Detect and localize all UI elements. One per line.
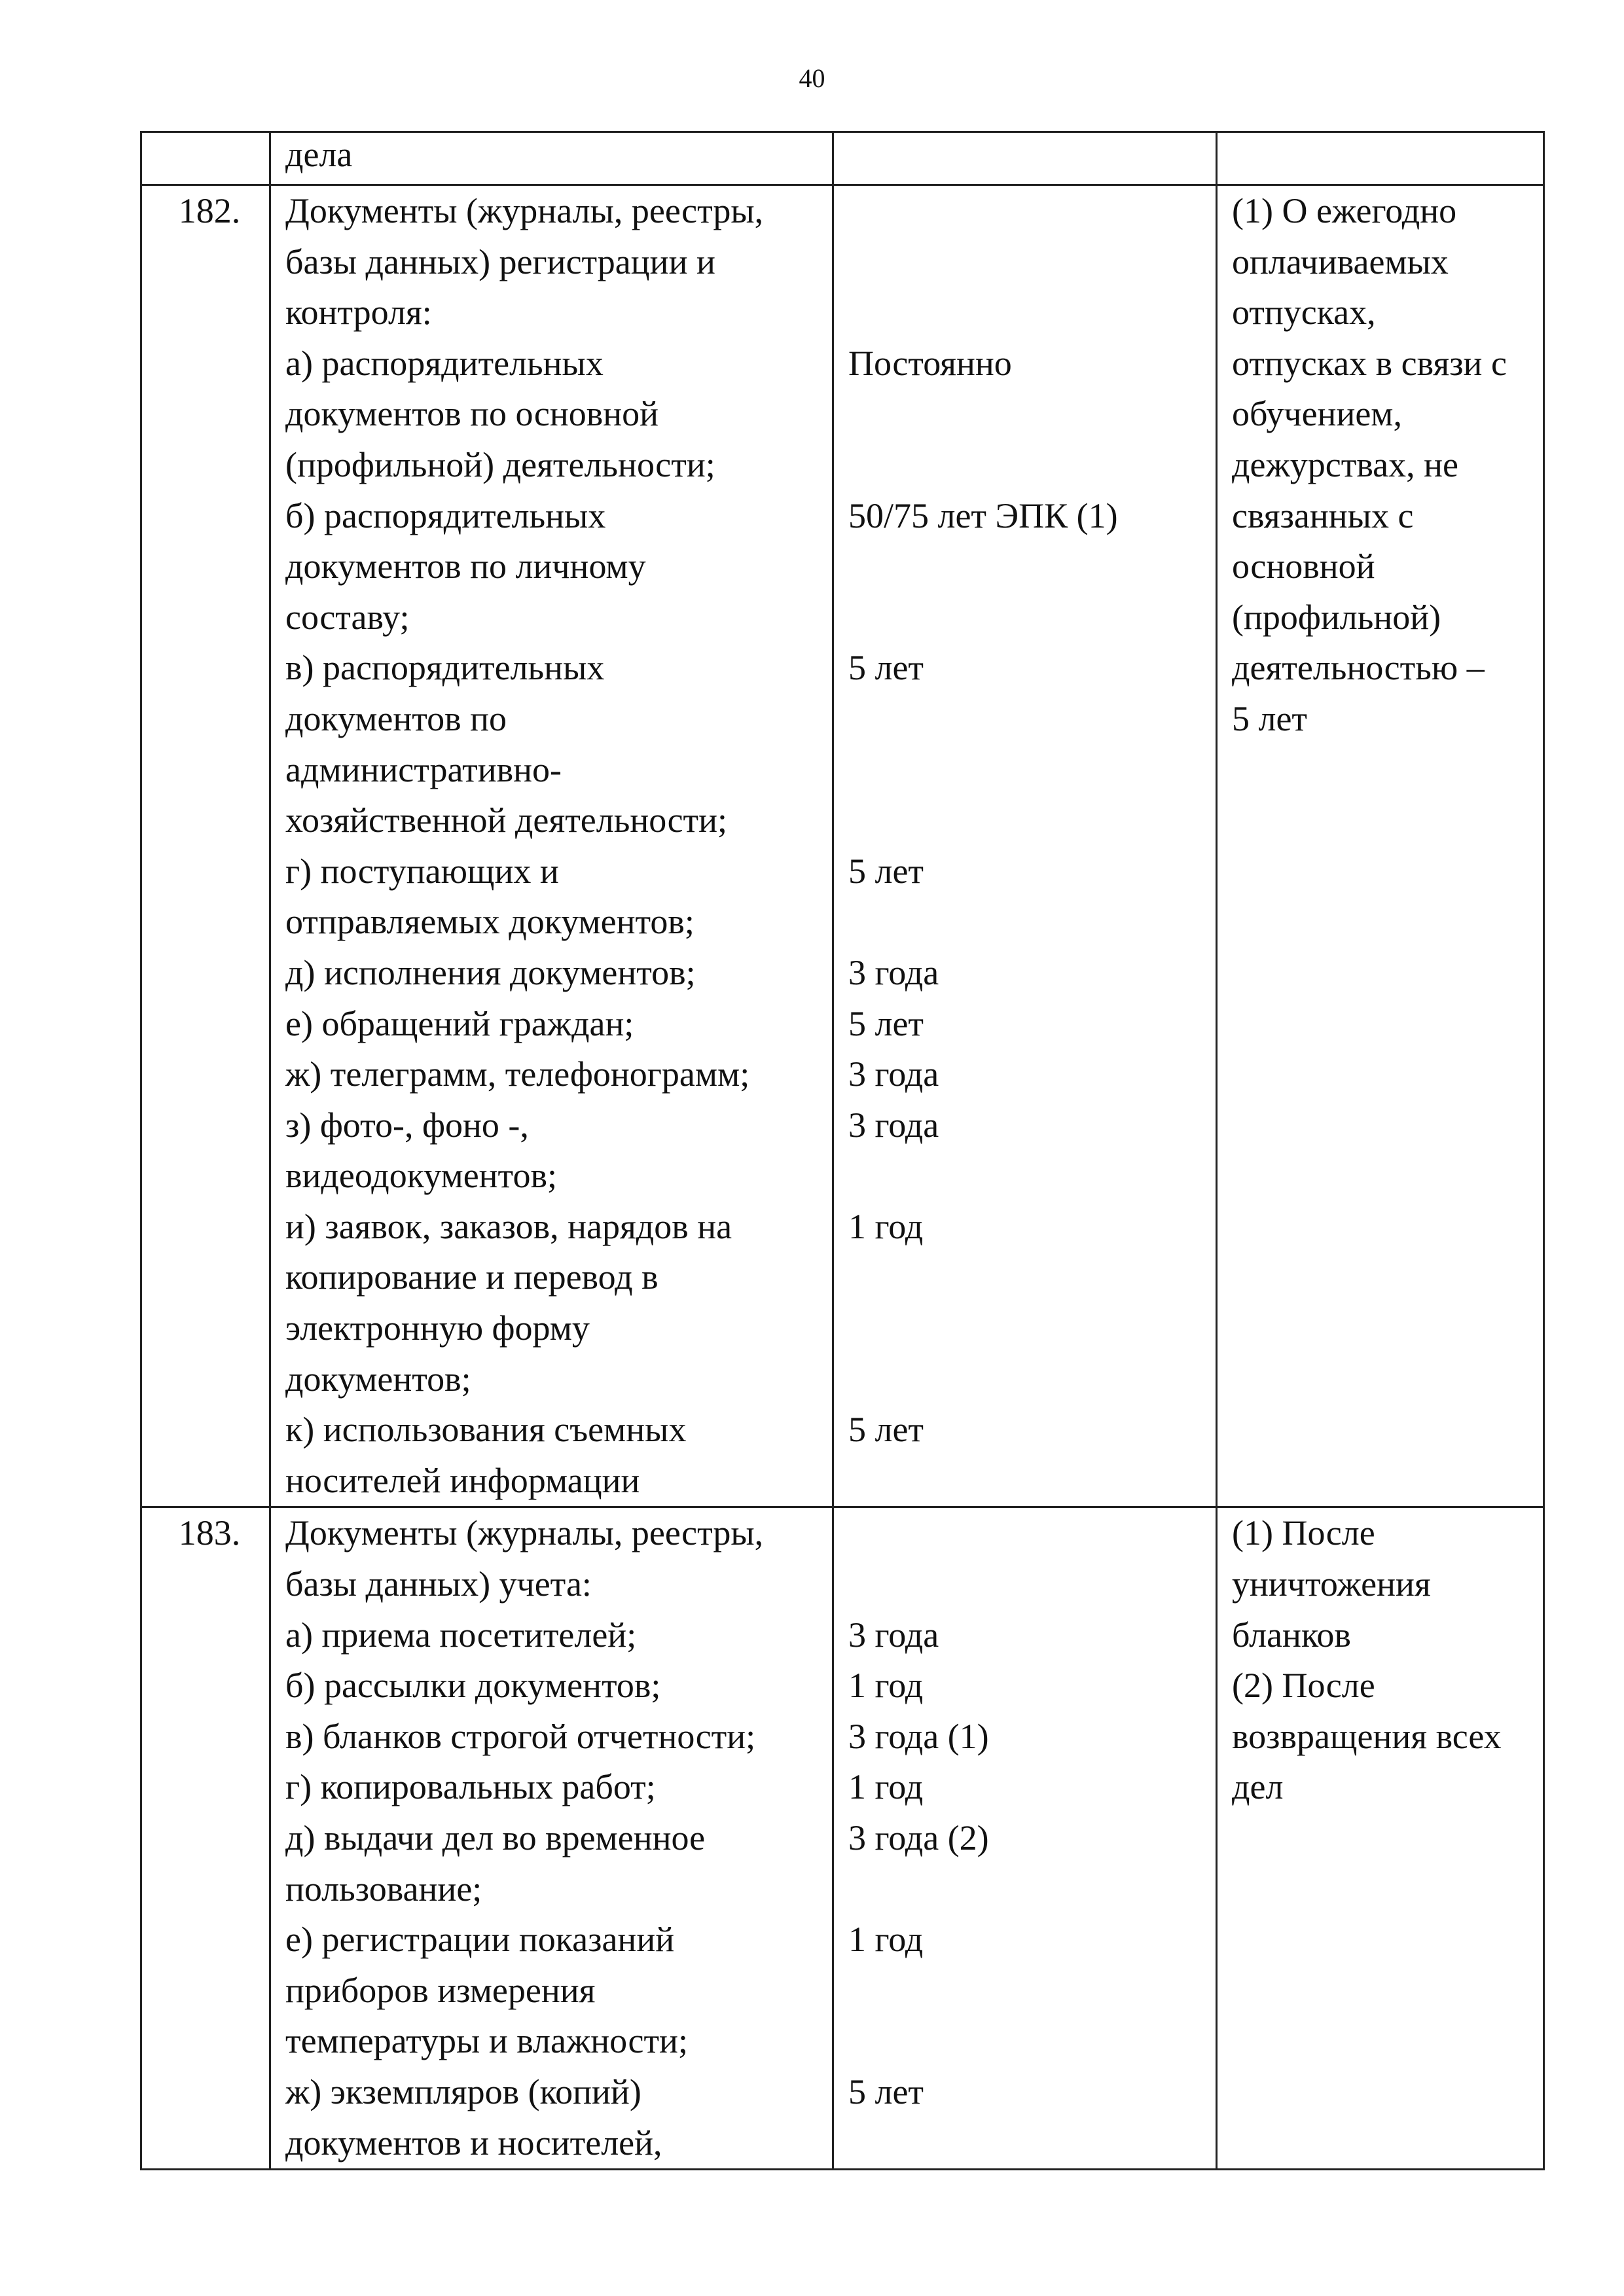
note-line: бланков xyxy=(1232,1615,1351,1655)
note-line: отпусках в связи с xyxy=(1232,343,1507,383)
document-item-line: и) заявок, заказов, нарядов на xyxy=(285,1206,732,1246)
retention-term: 3 года xyxy=(848,1054,939,1094)
note-line: основной xyxy=(1232,547,1375,586)
document-item-line: (профильной) деятельности; xyxy=(285,444,715,484)
retention-term: 5 лет xyxy=(848,1003,924,1043)
article-row xyxy=(141,185,1544,1507)
document-item-line: пользование; xyxy=(285,1869,482,1909)
note-line: дел xyxy=(1232,1767,1284,1807)
term-spacer xyxy=(848,897,1209,948)
document-item-line: б) распорядительных xyxy=(285,495,606,535)
term-spacer xyxy=(848,2118,1209,2169)
page-number: 40 xyxy=(799,63,825,93)
term-spacer xyxy=(848,440,1209,491)
retention-term: 3 года xyxy=(848,952,939,992)
note-line: отпусках, xyxy=(1232,293,1376,332)
note-line: деятельностью – xyxy=(1232,648,1485,688)
document-item-line: г) копировальных работ; xyxy=(285,1767,656,1807)
note-line: связанных с xyxy=(1232,495,1414,535)
document-item-line: а) распорядительных xyxy=(285,343,604,383)
document-item-line: электронную форму xyxy=(285,1308,590,1348)
term-spacer xyxy=(848,1559,1209,1610)
term-spacer xyxy=(848,592,1209,643)
term-spacer xyxy=(848,1151,1209,1202)
retention-term: Постоянно xyxy=(848,343,1012,383)
note-line: обучением, xyxy=(1232,394,1402,434)
document-title-line: Документы (журналы, реестры, xyxy=(285,191,764,230)
document-item-line: ж) экземпляров (копий) xyxy=(285,2072,641,2111)
article-row xyxy=(141,1507,1544,2170)
term-spacer xyxy=(848,287,1209,338)
retention-term-cell xyxy=(833,185,1217,1507)
note-line: (профильной) xyxy=(1232,597,1441,637)
retention-term: 3 года xyxy=(848,1615,939,1655)
retention-term: 3 года xyxy=(848,1105,939,1145)
note-line: (1) После xyxy=(1232,1513,1375,1553)
continuation-term-cell xyxy=(833,132,1217,185)
note-line: (1) О ежегодно xyxy=(1232,191,1457,230)
note-line: (2) После xyxy=(1232,1666,1375,1706)
retention-term: 50/75 лет ЭПК (1) xyxy=(848,495,1118,535)
document-item-line: г) поступающих и xyxy=(285,851,559,891)
continuation-document-cell xyxy=(270,132,833,185)
document-item-line: документов по основной xyxy=(285,394,659,434)
document-item-line: административно- xyxy=(285,749,562,789)
term-spacer xyxy=(848,1864,1209,1915)
note-cell xyxy=(1217,185,1544,1507)
retention-table xyxy=(140,131,1545,2170)
document-item-line: документов по xyxy=(285,698,507,738)
term-spacer xyxy=(848,1508,1209,1559)
term-spacer xyxy=(848,1303,1209,1354)
retention-term: 5 лет xyxy=(848,648,924,688)
document-item-line: носителей информации xyxy=(285,1460,640,1500)
term-spacer xyxy=(848,541,1209,592)
continuation-text: дела xyxy=(285,135,353,174)
document-item-line: е) обращений граждан; xyxy=(285,1003,634,1043)
document-item-line: видеодокументов; xyxy=(285,1156,557,1196)
document-item-line: д) исполнения документов; xyxy=(285,952,696,992)
term-spacer xyxy=(848,2016,1209,2067)
article-number: 182. xyxy=(141,185,270,1507)
document-item-line: е) регистрации показаний xyxy=(285,1920,675,1960)
term-spacer xyxy=(848,1252,1209,1303)
retention-term: 3 года (1) xyxy=(848,1716,989,1756)
note-line: возвращения всех xyxy=(1232,1716,1502,1756)
continuation-note-cell xyxy=(1217,132,1544,185)
document-item-line: отправляемых документов; xyxy=(285,902,695,942)
document-item-line: составу; xyxy=(285,597,410,637)
document-item-line: температуры и влажности; xyxy=(285,2021,688,2061)
continuation-row xyxy=(141,132,1544,185)
note-line: оплачиваемых xyxy=(1232,242,1449,281)
term-spacer xyxy=(848,745,1209,796)
document-item-line: б) рассылки документов; xyxy=(285,1666,661,1706)
term-spacer xyxy=(848,237,1209,288)
term-spacer xyxy=(848,694,1209,745)
retention-term: 5 лет xyxy=(848,2072,924,2111)
document-title-line: Документы (журналы, реестры, xyxy=(285,1513,764,1553)
retention-term: 5 лет xyxy=(848,1410,924,1450)
document-item-line: приборов измерения xyxy=(285,1970,596,2010)
document-item-line: копирование и перевод в xyxy=(285,1257,659,1297)
document-cell xyxy=(270,185,833,1507)
note-line: 5 лет xyxy=(1232,698,1308,738)
retention-term: 1 год xyxy=(848,1920,924,1960)
document-title-line: базы данных) регистрации и xyxy=(285,242,715,281)
note-cell xyxy=(1217,1507,1544,2170)
document-title-line: базы данных) учета: xyxy=(285,1564,592,1604)
retention-term: 1 год xyxy=(848,1666,924,1706)
term-spacer xyxy=(848,795,1209,846)
document-item-line: а) приема посетителей; xyxy=(285,1615,637,1655)
retention-term: 5 лет xyxy=(848,851,924,891)
continuation-number-cell xyxy=(141,132,270,185)
document-item-line: д) выдачи дел во временное xyxy=(285,1818,706,1857)
note-line: дежурствах, не xyxy=(1232,444,1458,484)
retention-term: 1 год xyxy=(848,1206,924,1246)
document-item-line: ж) телеграмм, телефонограмм; xyxy=(285,1054,750,1094)
retention-term: 3 года (2) xyxy=(848,1818,989,1857)
term-spacer xyxy=(848,1354,1209,1405)
term-spacer xyxy=(848,1456,1209,1507)
document-item-line: к) использования съемных xyxy=(285,1410,687,1450)
article-number: 183. xyxy=(141,1507,270,2170)
term-spacer xyxy=(848,389,1209,440)
document-item-line: документов и носителей, xyxy=(285,2123,662,2162)
document-item-line: в) бланков строгой отчетности; xyxy=(285,1716,756,1756)
document-item-line: з) фото-, фоно -, xyxy=(285,1105,529,1145)
document-title-line: контроля: xyxy=(285,293,432,332)
document-item-line: в) распорядительных xyxy=(285,648,605,688)
document-cell xyxy=(270,1507,833,2170)
retention-term-cell xyxy=(833,1507,1217,2170)
note-line: уничтожения xyxy=(1232,1564,1431,1604)
retention-term: 1 год xyxy=(848,1767,924,1807)
document-item-line: документов по личному xyxy=(285,547,646,586)
document-item-line: хозяйственной деятельности; xyxy=(285,800,728,840)
term-spacer xyxy=(848,186,1209,237)
term-spacer xyxy=(848,1965,1209,2017)
document-item-line: документов; xyxy=(285,1359,471,1399)
